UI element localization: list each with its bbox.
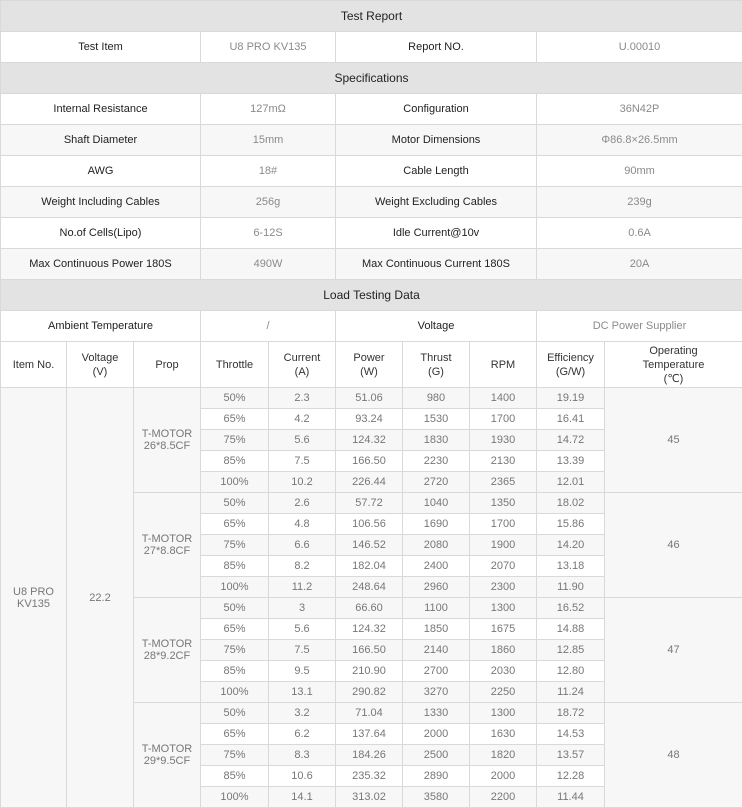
current-cell: 4.8 — [269, 514, 336, 535]
spec-label: Motor Dimensions — [336, 125, 537, 156]
power-cell: 184.26 — [336, 745, 403, 766]
temperature-cell: 45 — [605, 388, 742, 493]
test-item-value: U8 PRO KV135 — [201, 32, 336, 63]
power-cell: 106.56 — [336, 514, 403, 535]
thrust-cell: 2400 — [403, 556, 470, 577]
spec-row — [1, 218, 742, 249]
current-cell: 7.5 — [269, 451, 336, 472]
thrust-cell: 3580 — [403, 787, 470, 808]
thrust-cell: 3270 — [403, 682, 470, 703]
spec-value: 18# — [201, 156, 336, 187]
thrust-cell: 2000 — [403, 724, 470, 745]
spec-label: Internal Resistance — [1, 94, 201, 125]
load-testing-title: Load Testing Data — [1, 280, 742, 311]
current-cell: 5.6 — [269, 619, 336, 640]
spec-row — [1, 156, 742, 187]
spec-label: Max Continuous Power 180S — [1, 249, 201, 280]
power-cell: 166.50 — [336, 451, 403, 472]
power-cell: 146.52 — [336, 535, 403, 556]
test-report-title: Test Report — [1, 1, 742, 32]
power-cell: 313.02 — [336, 787, 403, 808]
efficiency-cell: 14.20 — [537, 535, 605, 556]
ambient-temperature-label: Ambient Temperature — [1, 311, 201, 342]
efficiency-cell: 11.90 — [537, 577, 605, 598]
header-current: Current (A) — [269, 342, 336, 388]
rpm-cell: 1300 — [470, 598, 537, 619]
throttle-cell: 100% — [201, 787, 269, 808]
current-cell: 10.6 — [269, 766, 336, 787]
thrust-cell: 1530 — [403, 409, 470, 430]
header-throttle: Throttle — [201, 342, 269, 388]
rpm-cell: 1930 — [470, 430, 537, 451]
current-cell: 5.6 — [269, 430, 336, 451]
power-cell: 235.32 — [336, 766, 403, 787]
current-cell: 13.1 — [269, 682, 336, 703]
power-cell: 66.60 — [336, 598, 403, 619]
throttle-cell: 85% — [201, 661, 269, 682]
thrust-cell: 1040 — [403, 493, 470, 514]
report-no-value: U.00010 — [537, 32, 742, 63]
efficiency-cell: 15.86 — [537, 514, 605, 535]
spec-label: Max Continuous Current 180S — [336, 249, 537, 280]
power-cell: 182.04 — [336, 556, 403, 577]
power-cell: 51.06 — [336, 388, 403, 409]
thrust-cell: 980 — [403, 388, 470, 409]
efficiency-cell: 13.57 — [537, 745, 605, 766]
header-prop: Prop — [134, 342, 201, 388]
throttle-cell: 65% — [201, 724, 269, 745]
current-cell: 6.6 — [269, 535, 336, 556]
throttle-cell: 85% — [201, 451, 269, 472]
thrust-cell: 2140 — [403, 640, 470, 661]
spec-label: AWG — [1, 156, 201, 187]
thrust-cell: 2720 — [403, 472, 470, 493]
spec-value: 127mΩ — [201, 94, 336, 125]
header-efficiency: Efficiency (G/W) — [537, 342, 605, 388]
current-cell: 8.2 — [269, 556, 336, 577]
temperature-cell: 48 — [605, 703, 742, 808]
spec-value: Φ86.8×26.5mm — [537, 125, 742, 156]
throttle-cell: 65% — [201, 409, 269, 430]
spec-label: Weight Excluding Cables — [336, 187, 537, 218]
efficiency-cell: 14.88 — [537, 619, 605, 640]
current-cell: 9.5 — [269, 661, 336, 682]
spec-label: No.of Cells(Lipo) — [1, 218, 201, 249]
current-cell: 4.2 — [269, 409, 336, 430]
throttle-cell: 50% — [201, 493, 269, 514]
rpm-cell: 1300 — [470, 703, 537, 724]
efficiency-cell: 12.80 — [537, 661, 605, 682]
voltage-source-value: DC Power Supplier — [537, 311, 742, 342]
rpm-cell: 2365 — [470, 472, 537, 493]
report-no-label: Report NO. — [336, 32, 537, 63]
spec-value: 490W — [201, 249, 336, 280]
current-cell: 8.3 — [269, 745, 336, 766]
spec-label: Weight Including Cables — [1, 187, 201, 218]
throttle-cell: 100% — [201, 577, 269, 598]
rpm-cell: 1860 — [470, 640, 537, 661]
spec-value: 239g — [537, 187, 742, 218]
power-cell: 93.24 — [336, 409, 403, 430]
thrust-cell: 1330 — [403, 703, 470, 724]
spec-label: Idle Current@10v — [336, 218, 537, 249]
efficiency-cell: 18.72 — [537, 703, 605, 724]
prop-cell: T-MOTOR 28*9.2CF — [134, 598, 201, 703]
throttle-cell: 65% — [201, 619, 269, 640]
thrust-cell: 2960 — [403, 577, 470, 598]
current-cell: 3 — [269, 598, 336, 619]
efficiency-cell: 16.41 — [537, 409, 605, 430]
item-no-cell: U8 PRO KV135 — [1, 388, 67, 808]
current-cell: 7.5 — [269, 640, 336, 661]
throttle-cell: 75% — [201, 535, 269, 556]
thrust-cell: 2080 — [403, 535, 470, 556]
prop-cell: T-MOTOR 26*8.5CF — [134, 388, 201, 493]
header-thrust: Thrust (G) — [403, 342, 470, 388]
header-temperature: Operating Temperature (℃) — [605, 342, 742, 388]
temperature-cell: 47 — [605, 598, 742, 703]
spec-row — [1, 94, 742, 125]
header-rpm: RPM — [470, 342, 537, 388]
thrust-cell: 2700 — [403, 661, 470, 682]
voltage-cell: 22.2 — [67, 388, 134, 808]
efficiency-cell: 18.02 — [537, 493, 605, 514]
throttle-cell: 65% — [201, 514, 269, 535]
prop-cell: T-MOTOR 27*8.8CF — [134, 493, 201, 598]
thrust-cell: 1830 — [403, 430, 470, 451]
spec-value: 90mm — [537, 156, 742, 187]
throttle-cell: 75% — [201, 640, 269, 661]
throttle-cell: 50% — [201, 703, 269, 724]
current-cell: 6.2 — [269, 724, 336, 745]
temperature-cell: 46 — [605, 493, 742, 598]
efficiency-cell: 19.19 — [537, 388, 605, 409]
spec-value: 15mm — [201, 125, 336, 156]
thrust-cell: 1100 — [403, 598, 470, 619]
spec-value: 6-12S — [201, 218, 336, 249]
power-cell: 57.72 — [336, 493, 403, 514]
spec-value: 0.6A — [537, 218, 742, 249]
spec-label: Cable Length — [336, 156, 537, 187]
throttle-cell: 75% — [201, 430, 269, 451]
voltage-label: Voltage — [336, 311, 537, 342]
spec-value: 256g — [201, 187, 336, 218]
efficiency-cell: 13.18 — [537, 556, 605, 577]
throttle-cell: 100% — [201, 472, 269, 493]
efficiency-cell: 12.85 — [537, 640, 605, 661]
efficiency-cell: 11.44 — [537, 787, 605, 808]
rpm-cell: 1675 — [470, 619, 537, 640]
specifications-title: Specifications — [1, 63, 742, 94]
current-cell: 2.6 — [269, 493, 336, 514]
throttle-cell: 50% — [201, 598, 269, 619]
power-cell: 248.64 — [336, 577, 403, 598]
header-item-no: Item No. — [1, 342, 67, 388]
spec-row — [1, 125, 742, 156]
throttle-cell: 85% — [201, 556, 269, 577]
rpm-cell: 1820 — [470, 745, 537, 766]
thrust-cell: 1850 — [403, 619, 470, 640]
rpm-cell: 1350 — [470, 493, 537, 514]
rpm-cell: 1900 — [470, 535, 537, 556]
spec-label: Configuration — [336, 94, 537, 125]
rpm-cell: 1700 — [470, 409, 537, 430]
rpm-cell: 1400 — [470, 388, 537, 409]
power-cell: 137.64 — [336, 724, 403, 745]
thrust-cell: 2890 — [403, 766, 470, 787]
current-cell: 14.1 — [269, 787, 336, 808]
ambient-temperature-value: / — [201, 311, 336, 342]
rpm-cell: 2300 — [470, 577, 537, 598]
power-cell: 290.82 — [336, 682, 403, 703]
power-cell: 124.32 — [336, 430, 403, 451]
efficiency-cell: 11.24 — [537, 682, 605, 703]
rpm-cell: 1630 — [470, 724, 537, 745]
efficiency-cell: 13.39 — [537, 451, 605, 472]
rpm-cell: 2200 — [470, 787, 537, 808]
throttle-cell: 85% — [201, 766, 269, 787]
rpm-cell: 2070 — [470, 556, 537, 577]
power-cell: 210.90 — [336, 661, 403, 682]
throttle-cell: 50% — [201, 388, 269, 409]
rpm-cell: 1700 — [470, 514, 537, 535]
prop-cell: T-MOTOR 29*9.5CF — [134, 703, 201, 808]
header-voltage: Voltage (V) — [67, 342, 134, 388]
current-cell: 3.2 — [269, 703, 336, 724]
efficiency-cell: 14.72 — [537, 430, 605, 451]
efficiency-cell: 14.53 — [537, 724, 605, 745]
thrust-cell: 1690 — [403, 514, 470, 535]
power-cell: 226.44 — [336, 472, 403, 493]
power-cell: 124.32 — [336, 619, 403, 640]
rpm-cell: 2000 — [470, 766, 537, 787]
current-cell: 11.2 — [269, 577, 336, 598]
rpm-cell: 2030 — [470, 661, 537, 682]
spec-label: Shaft Diameter — [1, 125, 201, 156]
power-cell: 166.50 — [336, 640, 403, 661]
rpm-cell: 2130 — [470, 451, 537, 472]
rpm-cell: 2250 — [470, 682, 537, 703]
current-cell: 10.2 — [269, 472, 336, 493]
efficiency-cell: 12.28 — [537, 766, 605, 787]
current-cell: 2.3 — [269, 388, 336, 409]
test-item-label: Test Item — [1, 32, 201, 63]
header-power: Power (W) — [336, 342, 403, 388]
data-row — [1, 388, 742, 409]
thrust-cell: 2500 — [403, 745, 470, 766]
efficiency-cell: 12.01 — [537, 472, 605, 493]
spec-value: 36N42P — [537, 94, 742, 125]
power-cell: 71.04 — [336, 703, 403, 724]
efficiency-cell: 16.52 — [537, 598, 605, 619]
throttle-cell: 100% — [201, 682, 269, 703]
throttle-cell: 75% — [201, 745, 269, 766]
spec-value: 20A — [537, 249, 742, 280]
thrust-cell: 2230 — [403, 451, 470, 472]
spec-row — [1, 187, 742, 218]
spec-row — [1, 249, 742, 280]
